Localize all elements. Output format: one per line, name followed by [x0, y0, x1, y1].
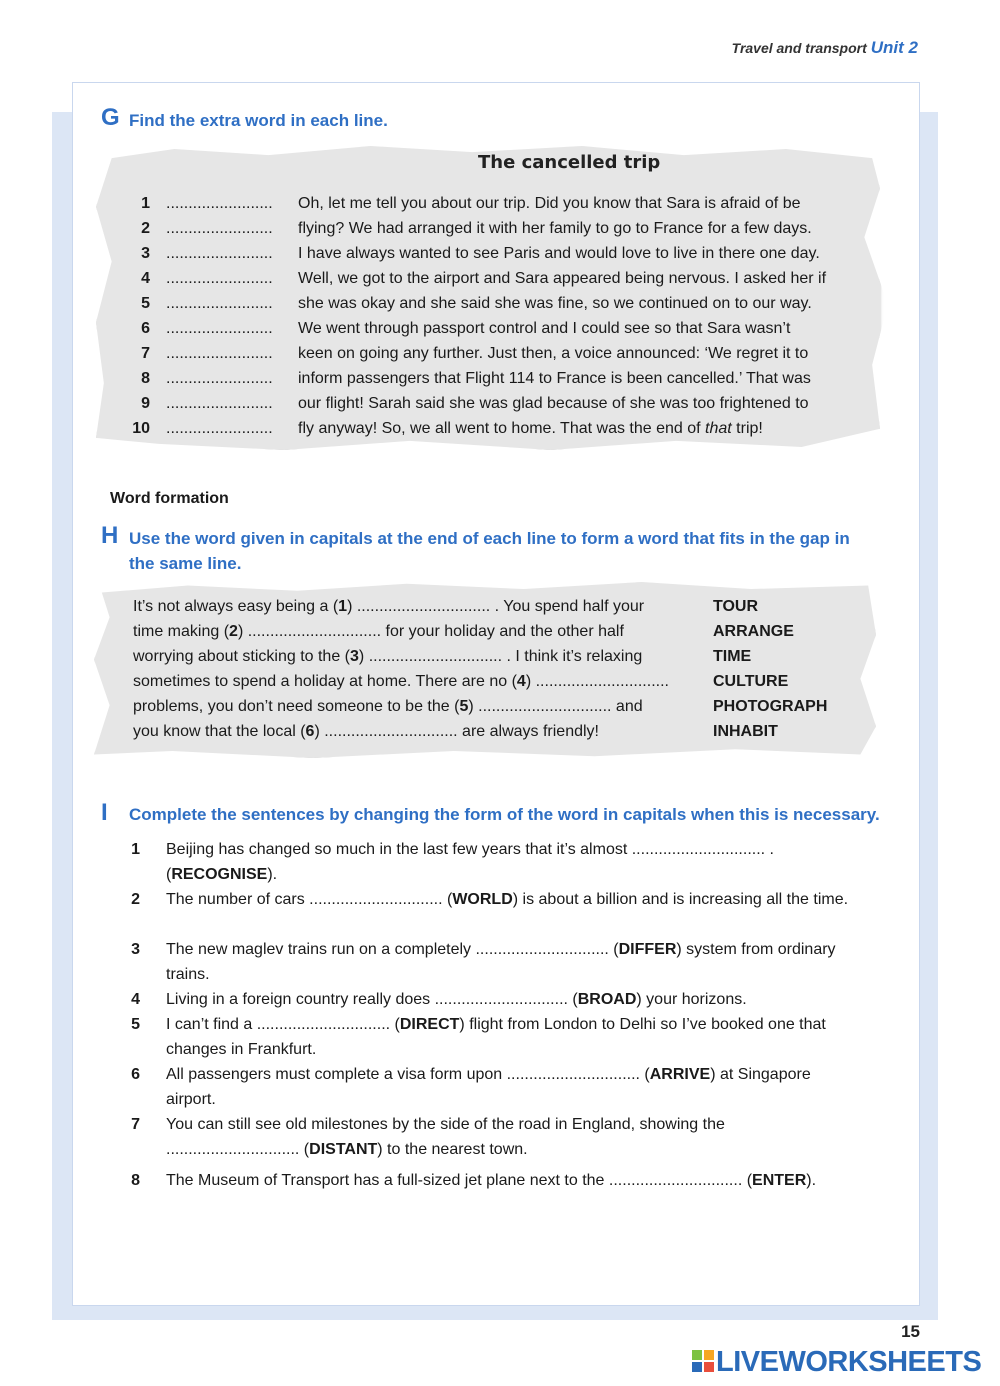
answer-blank[interactable]: .............................. [506, 1066, 640, 1083]
unit-label: Unit 2 [870, 38, 918, 57]
line-text: she was okay and she said she was fine, so we continued on to our way. [298, 295, 812, 312]
text-line: you know that the local (6) .............................. are always friendly! [133, 723, 599, 740]
answer-blank[interactable]: .............................. [247, 623, 382, 640]
line-text: I have always wanted to see Paris and would love to live in there one day. [298, 245, 820, 262]
answer-blank[interactable]: ........................ [166, 195, 273, 212]
line-number: 9 [141, 395, 150, 412]
capital-word: TOUR [713, 598, 759, 615]
header-title: Travel and transport [731, 40, 867, 56]
answer-blank[interactable]: ........................ [166, 220, 273, 237]
section-i-instruction: Complete the sentences by changing the form of the word in capitals when this is necessary. [129, 805, 880, 824]
answer-blank[interactable]: ........................ [166, 245, 273, 262]
capital-word: INHABIT [713, 723, 778, 740]
answer-blank[interactable]: .............................. [256, 1016, 391, 1033]
answer-blank[interactable]: .............................. [309, 891, 443, 908]
capital-word: PHOTOGRAPH [713, 698, 828, 715]
list-item: 6 All passengers must complete a visa form upon .............................. (ARRIVE) at Singapore airport. [131, 1066, 811, 1108]
text-line: It’s not always easy being a (1) .............................. . You spend half your [133, 598, 645, 615]
list-item: 4 Living in a foreign country really does .............................. (BROAD) your horizons. [131, 991, 747, 1008]
line-text: inform passengers that Flight 114 to France is been cancelled.’ That was [298, 370, 811, 387]
section-g-letter: G [101, 104, 120, 131]
list-item: 1 Beijing has changed so much in the last few years that it’s almost .............................. . (RECOGNISE). [131, 841, 774, 883]
word-formation-heading: Word formation [110, 490, 229, 507]
answer-blank[interactable]: ........................ [166, 420, 273, 437]
section-h-instruction: Use the word given in capitals at the end of each line to form a word that fits in the gap in the same line. [129, 529, 850, 573]
page-header [732, 38, 918, 58]
capital-word: CULTURE [713, 673, 789, 690]
line-number: 7 [141, 345, 150, 362]
line-number: 4 [141, 270, 150, 287]
text-line: problems, you don’t need someone to be the (5) .............................. and [133, 698, 643, 715]
line-number: 5 [141, 295, 150, 312]
line-number: 10 [132, 420, 150, 437]
answer-blank[interactable]: ........................ [166, 270, 273, 287]
line-text: fly anyway! So, we all went to home. That was the end of that trip! [298, 420, 763, 437]
line-text: Well, we got to the airport and Sara appeared being nervous. I asked her if [298, 270, 827, 287]
list-item: 7 You can still see old milestones by the side of the road in England, showing the .............................. (DISTANT) to the nearest town. [131, 1116, 725, 1158]
capital-word: ARRANGE [713, 623, 794, 640]
section-h-letter: H [101, 522, 119, 549]
line-number: 3 [141, 245, 150, 262]
line-text: We went through passport control and I could see so that Sara wasn’t [298, 320, 791, 337]
answer-blank[interactable]: .............................. [608, 1172, 743, 1189]
answer-blank[interactable]: .............................. [356, 598, 491, 615]
line-text: flying? We had arranged it with her family to go to France for a few days. [298, 220, 812, 237]
list-item: 8 The Museum of Transport has a full-sized jet plane next to the .............................. (ENTER). [131, 1172, 817, 1189]
line-text: our flight! Sarah said she was glad because of she was too frightened to [298, 395, 809, 412]
answer-blank[interactable]: ........................ [166, 395, 273, 412]
answer-blank[interactable]: ........................ [166, 370, 273, 387]
list-item: 2 The number of cars .............................. (WORLD) is about a billion and is increasing all the time. [131, 891, 849, 908]
brand-name: LIVEWORKSHEETS [716, 1346, 982, 1378]
answer-blank[interactable]: .............................. [324, 723, 458, 740]
answer-blank[interactable]: .............................. [434, 991, 568, 1008]
answer-blank[interactable]: .............................. [478, 698, 612, 715]
text-line: sometimes to spend a holiday at home. There are no (4) .............................. [133, 673, 669, 690]
line-number: 2 [141, 220, 150, 237]
answer-blank[interactable]: .............................. [631, 841, 766, 858]
answer-blank[interactable]: .............................. [535, 673, 669, 690]
line-number: 6 [141, 320, 150, 337]
line-number: 8 [141, 370, 150, 387]
story-title: The cancelled trip [478, 152, 661, 173]
text-line: worrying about sticking to the (3) .............................. . I think it’s relaxing [133, 648, 643, 665]
line-number: 1 [141, 195, 150, 212]
list-item: 5 I can’t find a .............................. (DIRECT) flight from London to Delhi so I’ve booked one that changes in Frankfurt. [131, 1016, 826, 1058]
answer-blank[interactable]: ........................ [166, 295, 273, 312]
section-g-instruction: Find the extra word in each line. [129, 111, 388, 130]
answer-blank[interactable]: .............................. [368, 648, 503, 665]
italic-word: that [705, 420, 732, 437]
liveworksheets-icon [692, 1350, 714, 1372]
line-text: Oh, let me tell you about our trip. Did you know that Sara is afraid of be [298, 195, 801, 212]
answer-blank[interactable]: .............................. [475, 941, 609, 958]
answer-blank[interactable]: ........................ [166, 320, 273, 337]
page-number: 15 [901, 1322, 920, 1341]
capital-word: TIME [713, 648, 752, 665]
line-text: keen on going any further. Just then, a voice announced: ‘We regret it to [298, 345, 809, 362]
text-line: time making (2) .............................. for your holiday and the other half [133, 623, 624, 640]
answer-blank[interactable]: .............................. [166, 1141, 300, 1158]
list-item: 3 The new maglev trains run on a completely .............................. (DIFFER) system from ordinary trains. [131, 941, 836, 983]
section-i-letter: I [101, 799, 108, 826]
answer-blank[interactable]: ........................ [166, 345, 273, 362]
